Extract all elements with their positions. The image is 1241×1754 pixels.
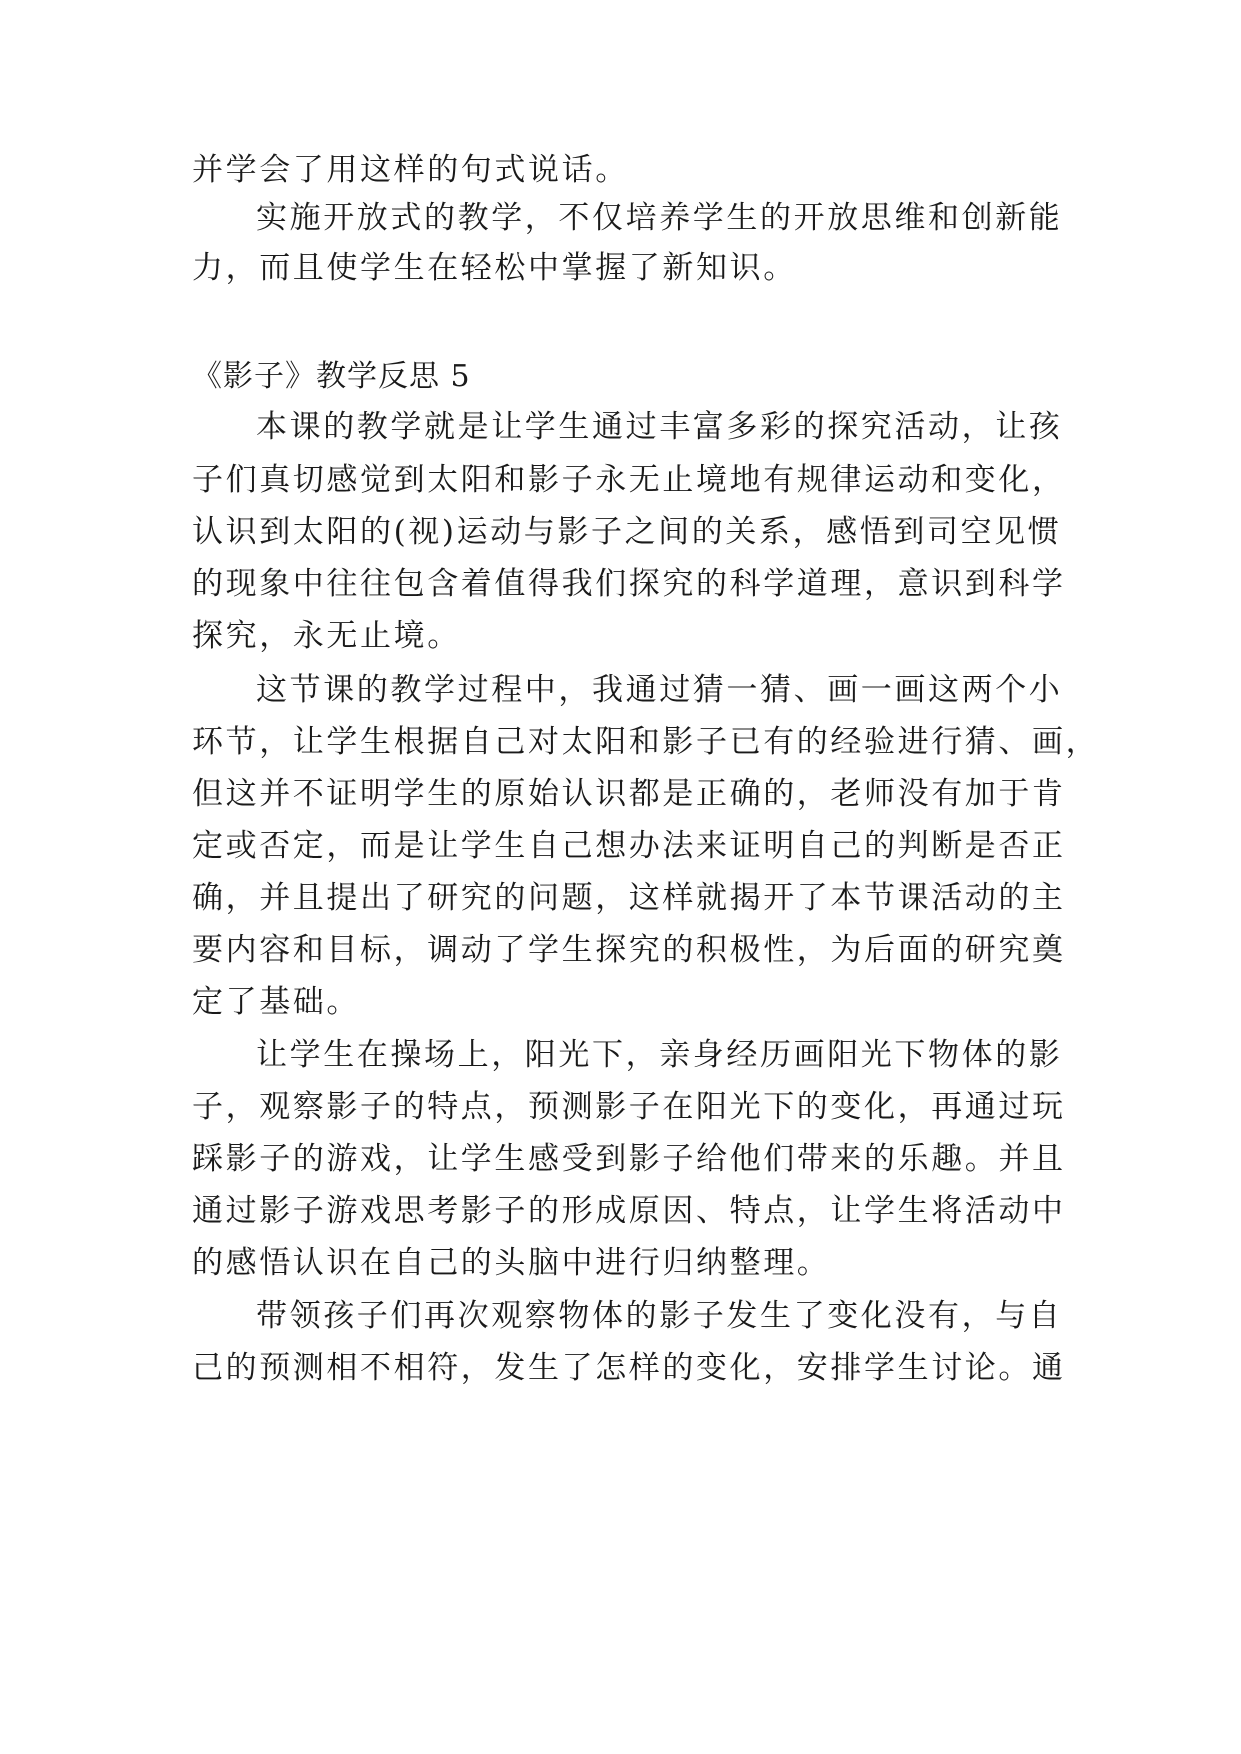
text-line: 己的预测相不相符，发生了怎样的变化，安排学生讨论。通 (192, 1350, 1066, 1386)
text-line: 的感悟认识在自己的头脑中进行归纳整理。 (192, 1245, 831, 1281)
section-title: 《影子》教学反思 5 (192, 359, 471, 394)
text-line: 让学生在操场上，阳光下，亲身经历画阳光下物体的影 (256, 1037, 1063, 1073)
text-line: 但这并不证明学生的原始认识都是正确的，老师没有加于肯 (192, 776, 1066, 812)
text-line: 实施开放式的教学，不仅培养学生的开放思维和创新能 (256, 200, 1063, 236)
text-line: 认识到太阳的(视)运动与影子之间的关系，感悟到司空见惯 (192, 514, 1062, 550)
text-line: 子，观察影子的特点，预测影子在阳光下的变化，再通过玩 (192, 1089, 1066, 1125)
text-line: 本课的教学就是让学生通过丰富多彩的探究活动，让孩 (256, 409, 1063, 445)
text-line: 确，并且提出了研究的问题，这样就揭开了本节课活动的主 (192, 880, 1066, 916)
text-line: 定或否定，而是让学生自己想办法来证明自己的判断是否正 (192, 828, 1066, 864)
text-line: 力，而且使学生在轻松中掌握了新知识。 (192, 250, 797, 286)
text-line: 这节课的教学过程中，我通过猜一猜、画一画这两个小 (256, 672, 1063, 708)
text-line: 环节，让学生根据自己对太阳和影子已有的经验进行猜、画， (192, 724, 1100, 760)
text-line: 踩影子的游戏，让学生感受到影子给他们带来的乐趣。并且 (192, 1141, 1066, 1177)
text-line: 并学会了用这样的句式说话。 (192, 152, 629, 188)
text-line: 要内容和目标，调动了学生探究的积极性，为后面的研究奠 (192, 932, 1066, 968)
text-line: 定了基础。 (192, 984, 360, 1020)
text-line: 通过影子游戏思考影子的形成原因、特点，让学生将活动中 (192, 1193, 1066, 1229)
text-line: 子们真切感觉到太阳和影子永无止境地有规律运动和变化， (192, 462, 1066, 498)
text-line: 探究，永无止境。 (192, 618, 461, 654)
text-line: 带领孩子们再次观察物体的影子发生了变化没有，与自 (256, 1298, 1063, 1334)
text-line: 的现象中往往包含着值得我们探究的科学道理，意识到科学 (192, 566, 1066, 602)
